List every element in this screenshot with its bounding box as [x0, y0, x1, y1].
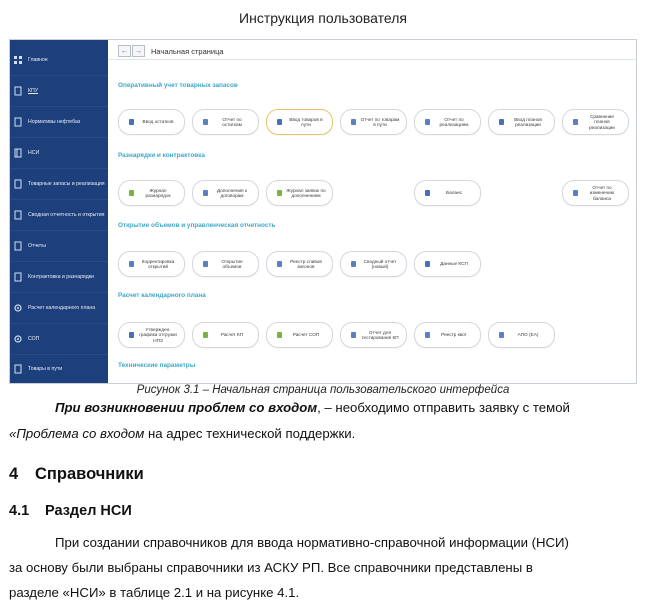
sidebar-item-reports[interactable] — [10, 231, 108, 262]
toolbar — [118, 44, 224, 58]
sidebar-item-goods-in-transit[interactable] — [10, 354, 108, 384]
doc-icon — [13, 210, 23, 220]
doc-icon — [13, 241, 23, 251]
doc-icon — [13, 86, 23, 96]
screenshot-figure — [9, 39, 637, 384]
sidebar-item-label: Товары в пути — [28, 366, 63, 372]
section-title-tech-params: Технические параметры — [118, 362, 196, 369]
btn-vvod-planov-realizacii[interactable] — [488, 109, 555, 135]
paragraph-text: , – необходимо отправить заявку с темой — [317, 400, 570, 415]
button-label: Данные КСП — [440, 261, 468, 267]
doc-icon — [13, 117, 23, 127]
sidebar-item-label: Отчеты — [28, 243, 46, 249]
btn-zhurnal-raznaryadok[interactable] — [118, 180, 185, 206]
sidebar-item-label: Товарные запасы и реализация — [28, 181, 105, 187]
section-title-calendar-plan: Расчет календарного плана — [118, 292, 206, 299]
btn-otchet-po-realizaciyam[interactable] — [414, 109, 481, 135]
button-label: Баланс — [446, 190, 462, 196]
doc-icon — [13, 179, 23, 189]
sidebar-item-sop[interactable] — [10, 324, 108, 355]
button-label: Сравнение планов реализации — [589, 114, 615, 130]
button-label: Расчет КП — [220, 332, 244, 338]
back-button[interactable]: ← — [118, 45, 131, 57]
button-label: Ввод планов реализации — [514, 116, 542, 127]
paragraph-login-problem-line2 — [9, 423, 634, 445]
button-label: АПО (ЕА) — [517, 332, 539, 338]
button-label: Журнал заявок по дополнениям — [286, 187, 326, 198]
sidebar-item-nsi[interactable] — [10, 138, 108, 169]
btn-raschet-kp[interactable] — [192, 322, 259, 348]
section-title-volumes: Открытие объемов и управленческая отчетность — [118, 222, 276, 229]
button-label: Расчет СОП — [292, 332, 320, 338]
gear-icon — [13, 303, 23, 313]
button-label: Отчет по изменению баланса — [589, 185, 615, 201]
sidebar-item-summary[interactable] — [10, 200, 108, 231]
section-title-contracts: Разнарядки и контрактовка — [118, 152, 205, 159]
button-label: Отчет для тестирования КП — [361, 329, 399, 340]
emphasis-text: При возникновении проблем со входом — [55, 400, 318, 415]
btn-reestr-kvot[interactable] — [414, 322, 481, 348]
subsection-heading — [9, 503, 132, 519]
btn-otchet-testirovaniya-kp[interactable] — [340, 322, 407, 348]
button-label: Реестр сливов вагонов — [290, 258, 322, 269]
paragraph-nsi-line3: разделе «НСИ» в таблице 2.1 и на рисунке 4.1. — [9, 585, 300, 600]
heading-text: Справочники — [35, 465, 144, 483]
divider — [108, 59, 636, 60]
section-title-stock: Оперативный учет товарных запасов — [118, 82, 238, 89]
button-label: Отчет по товарам в пути — [360, 116, 400, 127]
btn-otchet-po-ostatkam[interactable] — [192, 109, 259, 135]
sidebar-item-main[interactable] — [10, 45, 108, 76]
sidebar-item-label: СОП — [28, 336, 40, 342]
grid-icon — [13, 55, 23, 65]
button-label: Открытие объемов — [221, 258, 243, 269]
doc-icon — [13, 364, 23, 374]
button-label: Дополнения к договорам — [217, 187, 247, 198]
sidebar-item-label: Контрактовка и разнарядки — [28, 274, 94, 280]
paragraph-nsi-line1: При создании справочников для ввода нормативно-справочной информации (НСИ) — [55, 535, 569, 550]
sidebar-item-kpu[interactable] — [10, 76, 108, 107]
btn-balans[interactable] — [414, 180, 481, 206]
btn-dannye-ksp[interactable] — [414, 251, 481, 277]
sidebar-item-label: КПУ — [28, 88, 39, 94]
heading-number: 4 — [9, 465, 19, 483]
emphasis-text: «Проблема со входом — [9, 426, 145, 441]
button-label: Журнал разнарядок — [145, 187, 171, 198]
sidebar — [10, 40, 108, 383]
sidebar-item-label: Расчет календарного плана — [28, 305, 96, 311]
book-icon — [13, 148, 23, 158]
btn-utverzhdenie-grafika[interactable] — [118, 322, 185, 348]
button-label: Сводный отчет (новый) — [363, 258, 397, 269]
btn-otchet-po-izmeneniyu-balansa[interactable] — [562, 180, 629, 206]
btn-svodnyy-otchet[interactable] — [340, 251, 407, 277]
btn-zhurnal-zayavok[interactable] — [266, 180, 333, 206]
btn-vvod-ostatkov[interactable] — [118, 109, 185, 135]
heading-text: Раздел НСИ — [45, 503, 132, 519]
btn-reestr-slivov[interactable] — [266, 251, 333, 277]
btn-korrektirovka-otkrytiy[interactable] — [118, 251, 185, 277]
main-content — [108, 40, 636, 383]
gear-icon — [13, 334, 23, 344]
button-label: Отчет по реализациям — [439, 116, 469, 127]
btn-vvod-tovarov-v-puti[interactable] — [266, 109, 333, 135]
button-label: Ввод товаров в пути — [289, 116, 323, 127]
button-label: Утвержден. графика отгрузки НПЗ — [139, 327, 177, 343]
sidebar-item-calendar-plan[interactable] — [10, 293, 108, 324]
sidebar-item-stock[interactable] — [10, 169, 108, 200]
paragraph-nsi-line2: за основу были выбраны справочники из АСКУ РП. Все справочники представлены в — [9, 560, 533, 575]
paragraph-text: на адрес технической поддержки. — [144, 426, 356, 441]
sidebar-item-label: НСИ — [28, 150, 40, 156]
page-title: Начальная страница — [151, 46, 224, 56]
button-label: Реестр квот — [441, 332, 467, 338]
sidebar-item-label: Нормативы нефтебаз — [28, 119, 81, 125]
sidebar-item-label: Главное — [28, 57, 48, 63]
document-header: Инструкция пользователя — [239, 10, 407, 26]
button-label: Отчет по остаткам — [222, 116, 242, 127]
btn-raschet-sop[interactable] — [266, 322, 333, 348]
sidebar-item-contracts[interactable] — [10, 262, 108, 293]
sidebar-item-norms[interactable] — [10, 107, 108, 138]
heading-number: 4.1 — [9, 503, 30, 519]
btn-dopolneniya-k-dogovoram[interactable] — [192, 180, 259, 206]
doc-icon — [13, 272, 23, 282]
sidebar-item-label: Сводная отчетность и открытия — [28, 212, 105, 218]
btn-apo-ea[interactable] — [488, 322, 555, 348]
btn-otkrytie-obemov[interactable] — [192, 251, 259, 277]
section-heading — [9, 465, 144, 484]
forward-button[interactable]: → — [132, 45, 145, 57]
btn-sravnenie-planov[interactable] — [562, 109, 629, 135]
figure-caption: Рисунок 3.1 – Начальная страница пользовательского интерфейса — [136, 384, 510, 396]
button-label: Корректировка открытий — [141, 258, 175, 269]
btn-otchet-po-tovaram-v-puti[interactable] — [340, 109, 407, 135]
button-label: Ввод остатков — [142, 119, 174, 125]
paragraph-login-problem — [9, 397, 634, 419]
